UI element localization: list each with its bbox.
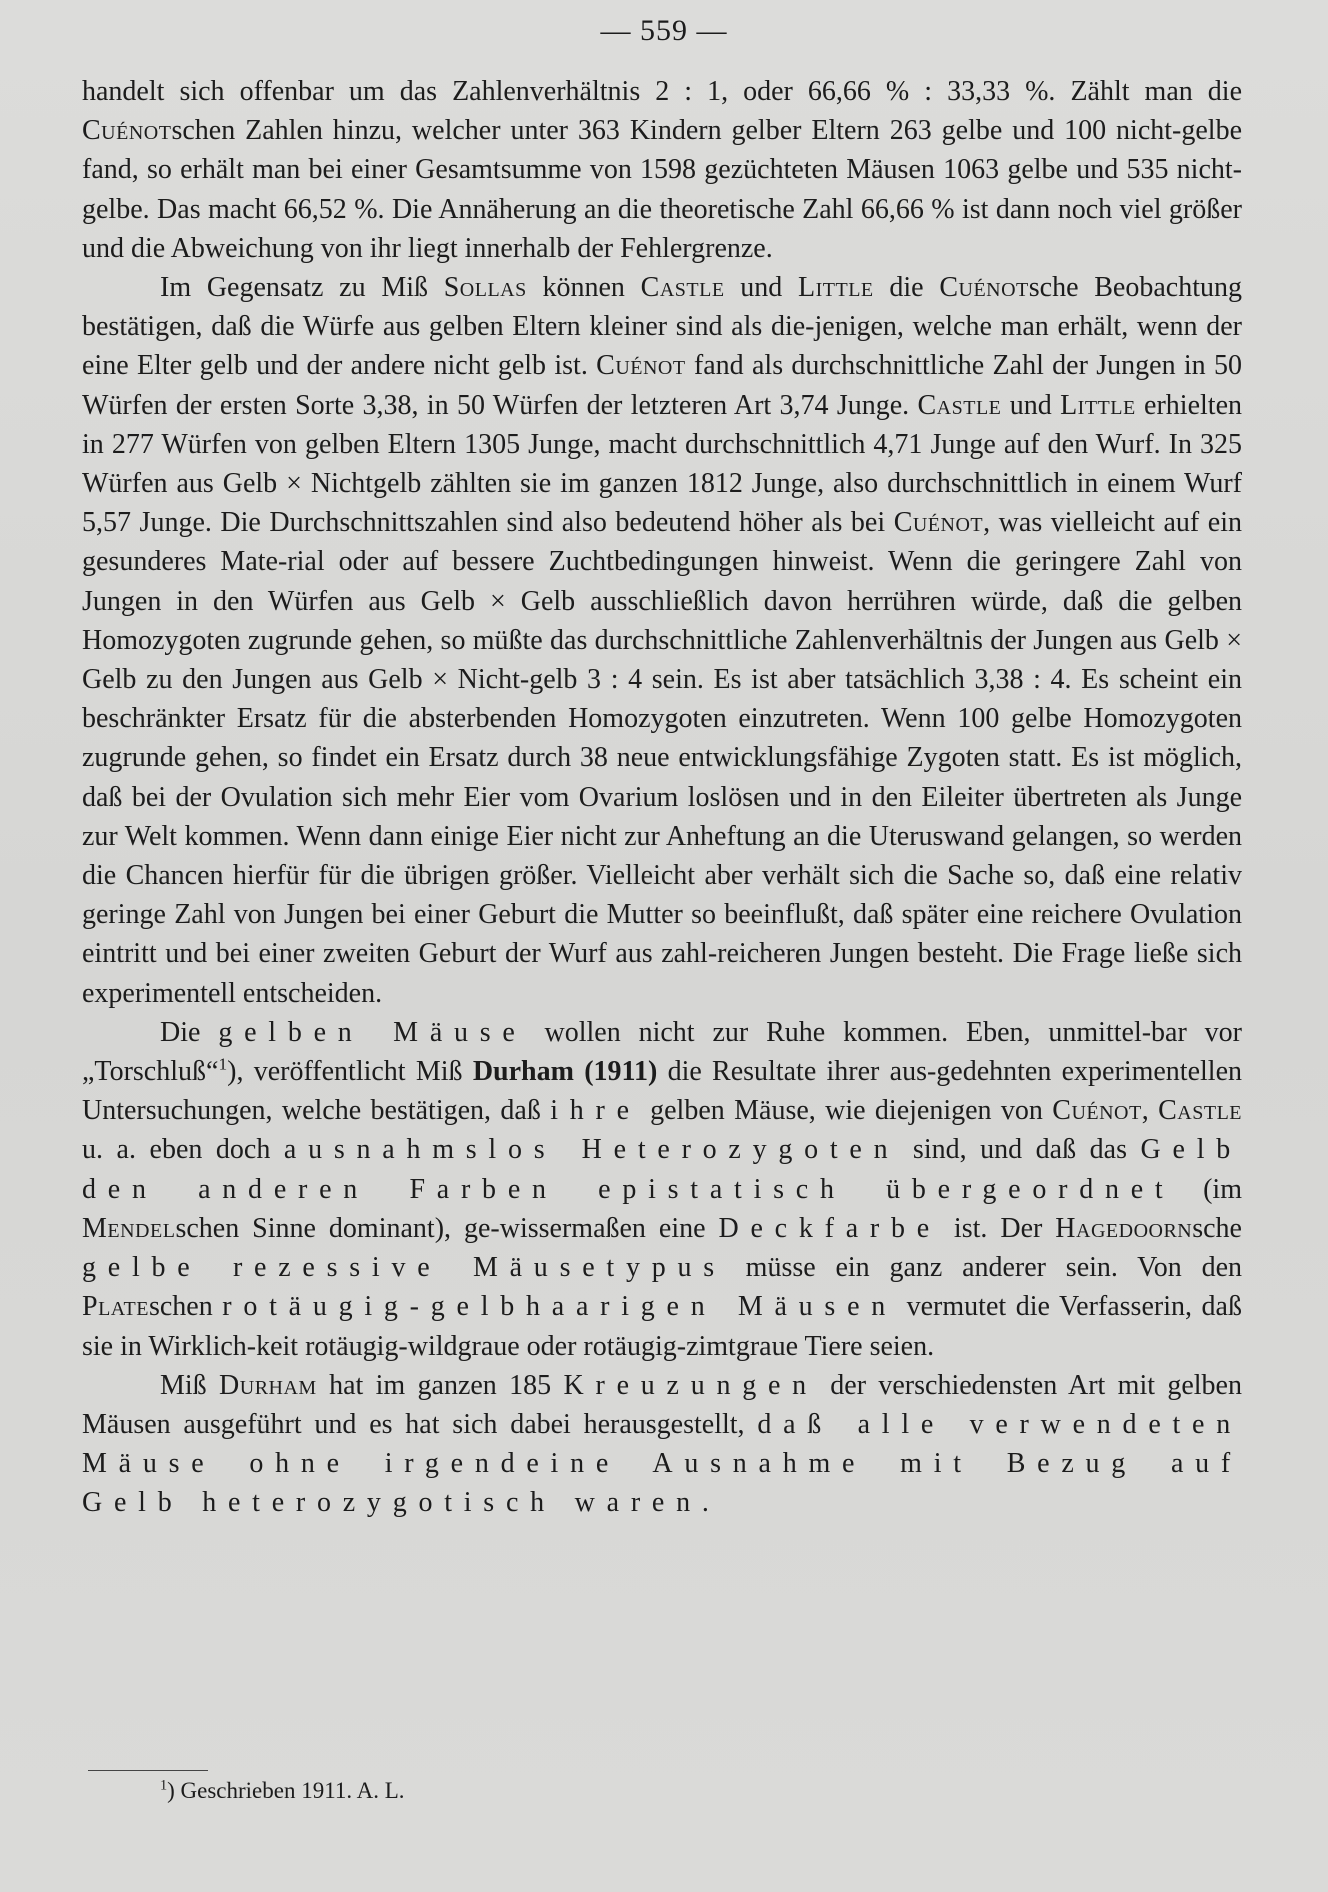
text-run: Die (160, 1016, 219, 1048)
text-run: daß alle verwendeten Mäuse ohne irgendeine Ausnahme mit Bezug auf Gelb heterozygotisch waren (82, 1408, 1242, 1519)
footnote-reference: 1 (218, 1054, 228, 1074)
text-run: Plate (82, 1291, 149, 1323)
text-run: , was vielleicht auf ein gesunderes Mate-rial oder auf bessere Zuchtbedingungen hinweist. Wenn die geringere Zahl von Jungen in den Würfen aus Gelb × Gelb ausschließlich davon herrühren würde, daß die gelben Homozygoten zugrunde gehen, so müßte das durchschnittliche Zahlenverhältnis der Jungen aus Gelb × Gelb zu den Jungen aus Gelb × Nicht-gelb 3 : 4 sein. Es ist aber tatsächlich 3,38 : 4. Es scheint ein beschränkter Ersatz für die absterbenden Homozygoten einzutreten. Wenn 100 gelbe Homozygoten zugrunde gehen, so findet ein Ersatz durch 38 neue entwicklungsfähige Zygoten statt. Es ist möglich, daß bei der Ovulation sich mehr Eier vom Ovarium loslösen und in den Eileiter übertreten als Junge zur Welt kommen. Wenn dann einige Eier nicht zur Anheftung an die Uteruswand gelangen, so werden die Chancen hierfür für die übrigen größer. Vielleicht aber verhält sich die Sache so, daß eine relativ geringe Zahl von Jungen bei einer Geburt die Mutter so beeinflußt, daß später eine reichere Ovulation eintritt und bei einer zweiten Geburt der Wurf aus zahl-reicheren Jungen besteht. Die Frage ließe sich experimentell entscheiden. (82, 507, 1242, 1009)
footnote-marker: 1 (160, 1777, 168, 1794)
text-run: ist. Der (940, 1212, 1056, 1244)
text-run: Cuénot (82, 115, 172, 147)
paragraph-2 (82, 268, 1242, 1013)
text-run: ihre (550, 1095, 641, 1127)
paragraph-4 (82, 1366, 1242, 1523)
body-text (82, 72, 1242, 1523)
text-run: Cuénot (596, 350, 686, 382)
text-run: Miß (160, 1369, 220, 1401)
text-run: fand als durchschnittliche Zahl der Jungen in 50 Würfen der ersten Sorte 3,38, in 50 Würfen der letzteren Art 3,74 Junge. (82, 350, 1242, 421)
text-run: schen Sinne dominant), ge-wissermaßen eine (175, 1212, 719, 1244)
paragraph-1 (82, 72, 1242, 268)
text-run: schen (148, 1291, 223, 1323)
text-run: Little (1060, 389, 1136, 421)
text-run: Castle (917, 389, 1002, 421)
text-run: ), veröffentlicht Miß (227, 1056, 473, 1088)
text-run: Little (798, 272, 874, 304)
text-run: der verschiedensten Art mit gelben Mäusen ausgeführt und es hat sich dabei herausgestellt, (82, 1369, 1242, 1440)
text-run: erhielten in 277 Würfen von gelben Eltern 1305 Junge, macht durchschnittlich 4,71 Junge auf den Wurf. In 325 Würfen aus Gelb × Nichtgelb zählten sie im ganzen 1812 Junge, also durchschnittlich in einem Wurf 5,57 Junge. Die Durchschnittszahlen sind also bedeutend höher als bei (82, 389, 1242, 539)
text-run: rotäugig-gelbhaarigen Mäusen (222, 1291, 898, 1323)
text-run: und (724, 272, 799, 304)
text-run: die Resultate ihrer aus-gedehnten experimentellen Untersuchungen, welche bestätigen, daß (82, 1056, 1242, 1127)
text-run: hat im ganzen 185 (316, 1369, 564, 1401)
text-run: (im (1174, 1173, 1242, 1205)
footnote (160, 1776, 405, 1806)
footnote-rule (88, 1770, 208, 1771)
text-run: . (701, 1487, 709, 1519)
text-run: Durham (1911) (472, 1056, 658, 1088)
text-run: sche (1192, 1212, 1242, 1244)
page-number: — 559 — (600, 14, 728, 47)
text-run: ausnahmslos Heterozygoten (283, 1134, 900, 1166)
text-run: wollen nicht zur Ruhe kommen. Eben, unmittel-bar vor „Torschluß“ (82, 1016, 1243, 1088)
text-run: u. a. eben doch (82, 1134, 284, 1166)
text-run: , (1141, 1095, 1159, 1127)
text-run: Deckfarbe (718, 1212, 941, 1244)
text-run: die (873, 272, 940, 304)
text-run: Castle (1158, 1095, 1243, 1127)
text-run: Cuénot (893, 507, 984, 539)
text-run: sche Beobachtung bestätigen, daß die Würfe aus gelben Eltern kleiner sind als die-jenigen, welche man erhält, wenn der eine Elter gelb und der andere nicht gelb ist. (82, 272, 1242, 382)
text-run: Hagedoorn (1055, 1212, 1193, 1244)
text-run: Im Gegensatz zu Miß (160, 272, 444, 304)
text-run: Sollas (443, 272, 527, 304)
text-run: Durham (219, 1369, 317, 1401)
text-run: Cuénot (939, 272, 1029, 304)
paragraph-3 (82, 1013, 1242, 1366)
text-run: Mendel (82, 1212, 176, 1244)
text-run: können (526, 272, 641, 304)
text-run: vermutet die Verfasserin, daß sie in Wirklich-keit rotäugig-wildgraue oder rotäugig-zimtgraue Tiere seien. (82, 1291, 1242, 1362)
text-run: Castle (640, 272, 725, 304)
text-run: handelt sich offenbar um das Zahlenverhältnis 2 : 1, oder 66,66 % : 33,33 %. Zählt man die (82, 76, 1242, 107)
text-run: Cuénot (1052, 1095, 1142, 1127)
text-run: sind, und daß das (899, 1134, 1141, 1166)
text-run: gelben Mäuse, wie diejenigen von (640, 1095, 1053, 1127)
text-run: Gelb den anderen Farben epistatisch übergeordnet (82, 1134, 1242, 1205)
footnote-text: ) Geschrieben 1911. A. L. (167, 1778, 405, 1803)
text-run: müsse ein ganz anderer sein. Von den (725, 1252, 1242, 1284)
text-run: und (1001, 389, 1061, 421)
text-run: gelbe rezessive Mäusetypus (82, 1252, 726, 1284)
text-run: gelben Mäuse (218, 1016, 527, 1048)
text-run: Kreuzungen (563, 1369, 818, 1401)
text-run: schen Zahlen hinzu, welcher unter 363 Kindern gelber Eltern 263 gelbe und 100 nicht-gelbe fand, so erhält man bei einer Gesamtsumme von 1598 gezüchteten Mäusen 1063 gelbe und 535 nicht-gelbe. Das macht 66,52 %. Die Annäherung an die theoretische Zahl 66,66 % ist dann noch viel größer und die Abweichung von ihr liegt innerhalb der Fehlergrenze. (82, 115, 1242, 264)
